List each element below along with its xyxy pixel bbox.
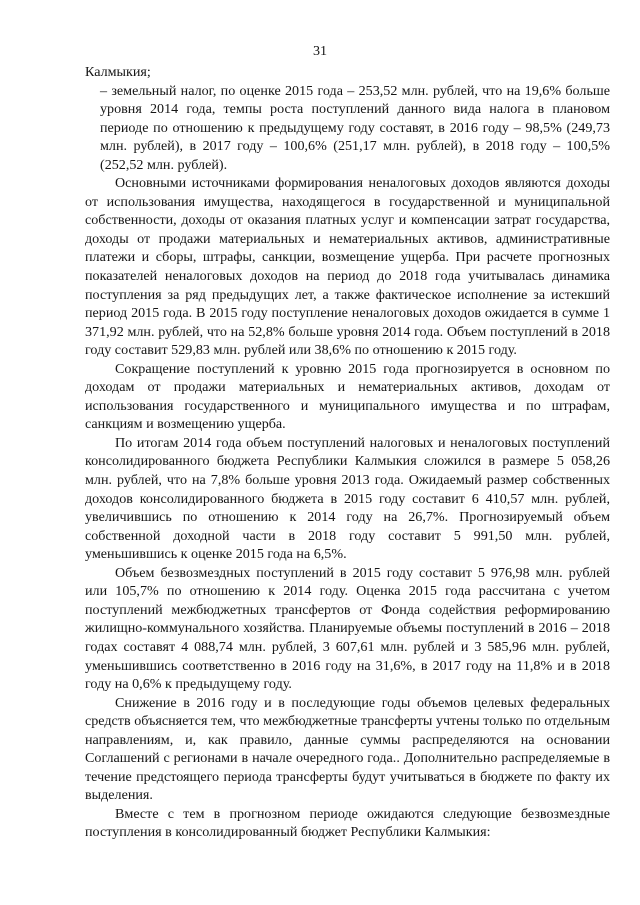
paragraph-continuation: Калмыкия;	[85, 64, 151, 80]
paragraph-gratuitous-receipts: Объем безвозмездных поступлений в 2015 году составит 5 976,98 млн. рублей или 105,7% по отношению к 2014 году. Оценка 2015 года рассчитана с учетом поступлений межбюджетных трансфертов от Фонда содействия реформированию жилищно-коммунального хозяйства. Планируемые объемы поступлений в 2016 – 2018 годах составят 4 088,74 млн. рублей, 3 607,61 млн. рублей и 3 585,96 млн. рублей, уменьшившись соответственно в 2016 году на 31,6%, в 2017 году на 11,8% и в 2018 году на 0,6% к предыдущему году.	[85, 564, 610, 693]
paragraph-non-tax-sources: Основными источниками формирования неналоговых доходов являются доходы от использования имущества, находящегося в государственной и муниципальной собственности, доходы от оказания платных услуг и компенсации затрат государства, доходы от продажи материальных и нематериальных активов, административные платежи и сборы, штрафы, санкции, возмещение ущерба. При расчете прогнозных показателей неналоговых доходов на период до 2018 года учитывалась динамика поступления за ряд предыдущих лет, а также фактическое исполнение за истекший период 2015 года. В 2015 году поступление неналоговых доходов ожидается в сумме 1 371,92 млн. рублей, что на 52,8% больше уровня 2014 года. Объем поступлений в 2018 году составит 529,83 млн. рублей или 38,6% по отношению к 2015 году.	[85, 175, 610, 359]
paragraph-federal-funds-decrease: Снижение в 2016 году и в последующие годы объемов целевых федеральных средств объясняется тем, что межбюджетные трансферты учтены только по отдельным направлениям, и, как правило, данные суммы распределяются на основании Соглашений с регионами в начале очередного года.. Дополнительно распределяемые в течение предстоящего периода трансферты будут учитываться в бюджете по факту их выделения.	[85, 694, 610, 804]
paragraph-2014-results: По итогам 2014 года объем поступлений налоговых и неналоговых поступлений консолидированного бюджета Республики Калмыкия сложился в размере 5 058,26 млн. рублей, что на 7,8% больше уровня 2013 года. Ожидаемый размер собственных доходов консолидированного бюджета в 2015 году составит 6 410,57 млн. рублей, увеличившись по отношению к 2014 году на 26,7%. Прогнозируемый объем собственной доходной части в 2018 году составит 5 991,50 млн. рублей, уменьшившись к оценке 2015 года на 6,5%.	[85, 434, 610, 563]
paragraph-expected-receipts: Вместе с тем в прогнозном периоде ожидаются следующие безвозмездные поступления в консолидированный бюджет Республики Калмыкия:	[85, 805, 610, 841]
page-number: 31	[312, 43, 328, 59]
paragraph-land-tax: – земельный налог, по оценке 2015 года – 253,52 млн. рублей, что на 19,6% больше уровня 2014 года, темпы роста поступлений данного вида налога в плановом периоде по отношению к предыдущему году составят, в 2016 году – 98,5% (249,73 млн. рублей), в 2017 году – 100,6% (251,17 млн. рублей), в 2018 году – 100,5% (252,52 млн. рублей).	[100, 82, 610, 173]
document-body	[85, 63, 610, 842]
paragraph-revenue-reduction: Сокращение поступлений к уровню 2015 года прогнозируется в основном по доходам от продажи материальных и нематериальных активов, доходам от использования государственного и муниципального имущества и по штрафам, санкциям и возмещению ущерба.	[85, 360, 610, 433]
